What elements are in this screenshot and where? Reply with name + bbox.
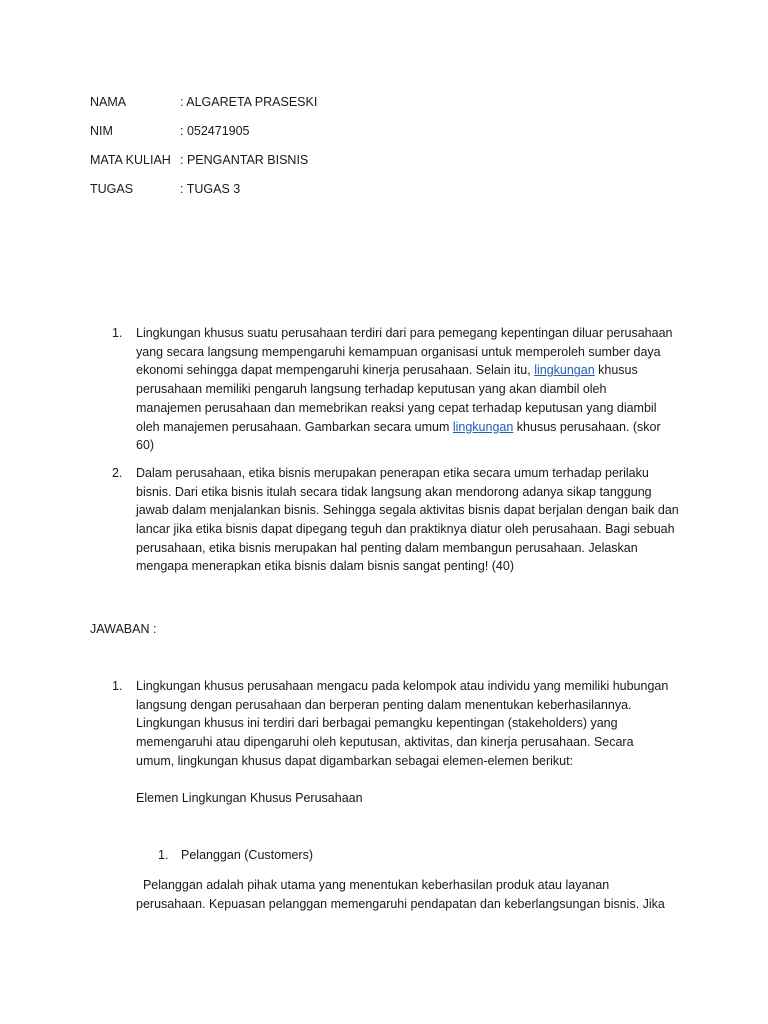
text-line: yang secara langsung mempengaruhi kemampuan organisasi untuk memperoleh sumber daya — [136, 344, 661, 359]
question-text — [136, 464, 692, 576]
text-segment: oleh manajemen perusahaan. Gambarkan secara umum — [136, 419, 453, 434]
text-line: memengaruhi atau dipengaruhi oleh keputusan, aktivitas, dan kinerja perusahaan. Secara — [136, 735, 634, 750]
text-line: umum, lingkungan khusus dapat digambarkan sebagai elemen-elemen berikut: — [136, 753, 574, 768]
list-number: 2. — [112, 465, 123, 480]
text-line: mengapa menerapkan etika bisnis dalam bisnis sangat penting! (40) — [136, 559, 515, 574]
lingkungan-link[interactable]: lingkungan — [534, 363, 595, 378]
text-line: Dalam perusahaan, etika bisnis merupakan penerapan etika secara umum terhadap perilaku — [136, 465, 649, 480]
answer-item-1 — [112, 677, 692, 771]
question-text — [136, 324, 692, 455]
text-line: perusahaan. Kepuasan pelanggan memengaruhi pendapatan dan keberlangsungan bisnis. Jika — [136, 896, 665, 911]
text-line — [136, 361, 692, 380]
text-segment: khusus — [594, 363, 638, 378]
text-line: perusahaan, etika bisnis merupakan hal penting dalam membangun perusahaan. Jelaskan — [136, 540, 638, 555]
info-value: : TUGAS 3 — [180, 182, 241, 196]
section-heading: Elemen Lingkungan Khusus Perusahaan — [136, 791, 363, 805]
text-line: Lingkungan khusus perusahaan mengacu pada kelompok atau individu yang memiliki hubungan — [136, 679, 669, 693]
answer-list — [112, 677, 692, 771]
info-value: : PENGANTAR BISNIS — [180, 153, 309, 167]
text-line: manajemen perusahaan dan memebrikan reaksi yang cepat terhadap keputusan yang diambil — [136, 400, 657, 415]
text-line: perusahaan memiliki pengaruh langsung terhadap keputusan yang akan diambil oleh — [136, 382, 607, 397]
text-line: bisnis. Dari etika bisnis itulah secara tidak langsung akan mendorong adanya sikap tanggung — [136, 484, 652, 499]
info-label: NIM — [90, 124, 113, 138]
text-line: lancar jika etika bisnis dapat dipegang teguh dan praktiknya diatur oleh perusahaan. Bagi sebuah — [136, 522, 675, 537]
text-line: jawab dalam menjalankan bisnis. Sehingga segala aktivitas bisnis dapat berjalan dengan baik dan — [136, 503, 679, 518]
text-segment: ekonomi sehingga dapat mempengaruhi kinerja perusahaan. Selain itu, — [136, 363, 535, 378]
text-line: 60) — [136, 438, 155, 453]
text-line: Pelanggan adalah pihak utama yang menentukan keberhasilan produk atau layanan — [136, 878, 610, 892]
answer-label: JAWABAN : — [90, 622, 157, 636]
text-line: Lingkungan khusus suatu perusahaan terdiri dari para pemegang kepentingan diluar perusahaan — [136, 326, 673, 340]
answer-text — [136, 677, 692, 771]
info-label: MATA KULIAH — [90, 153, 171, 167]
sub-item-text: Pelanggan (Customers) — [181, 848, 314, 862]
info-label: NAMA — [90, 95, 127, 109]
text-line — [136, 418, 692, 437]
text-segment: khusus perusahaan. (skor — [513, 419, 661, 434]
question-item-1 — [112, 324, 692, 455]
info-label: TUGAS — [90, 182, 134, 196]
list-number: 1. — [112, 326, 123, 340]
info-value: : 052471905 — [180, 124, 250, 138]
list-number: 1. — [112, 679, 123, 693]
text-line: Lingkungan khusus ini terdiri dari berbagai pemangku kepentingan (stakeholders) yang — [136, 716, 618, 731]
question-item-2 — [112, 464, 692, 576]
list-number: 1. — [158, 848, 169, 862]
text-line: langsung dengan perusahaan dan berperan penting dalam menentukan keberhasilannya. — [136, 697, 632, 712]
question-list — [112, 324, 692, 576]
info-value: : ALGARETA PRASESKI — [180, 95, 318, 109]
lingkungan-link[interactable]: lingkungan — [452, 419, 514, 434]
paragraph — [136, 876, 696, 913]
